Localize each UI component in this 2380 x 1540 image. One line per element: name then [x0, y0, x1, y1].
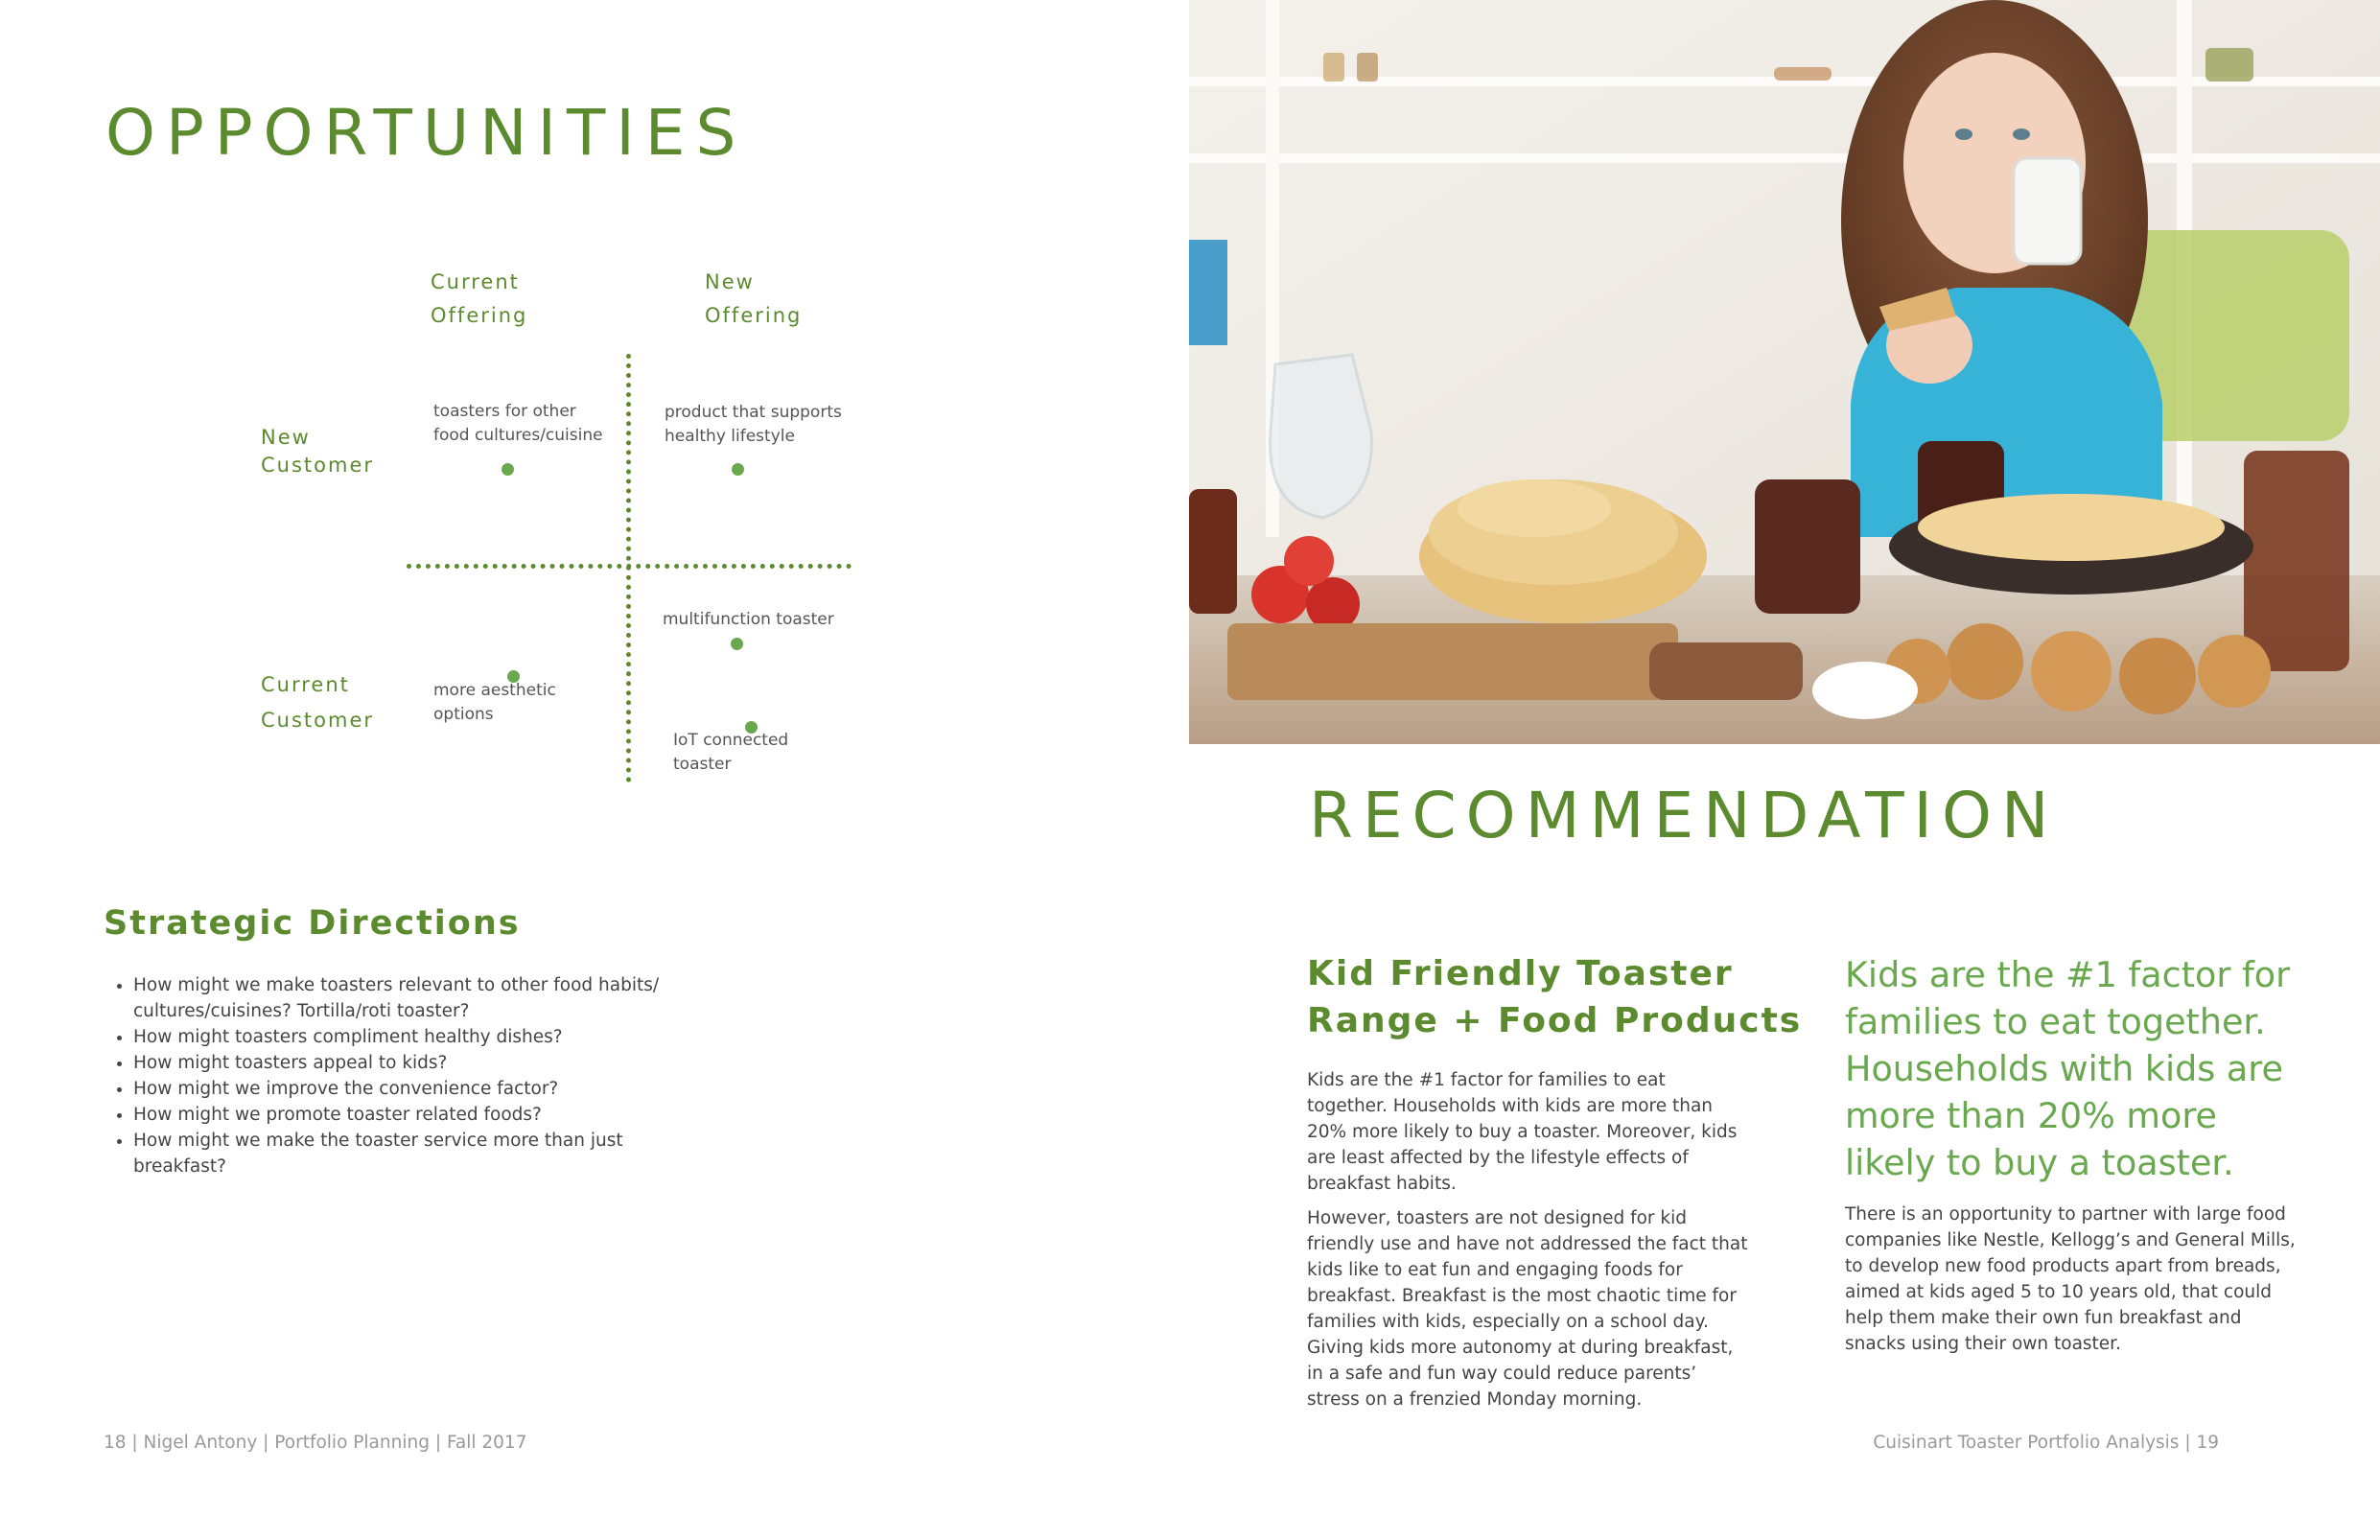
row-label-line: Customer — [261, 709, 375, 732]
recommendation-title: RECOMMENDATION — [1309, 779, 2059, 852]
matrix-dot — [502, 463, 514, 476]
subheading-line: Range + Food Products — [1307, 1001, 1803, 1040]
subheading-line: Kid Friendly Toaster — [1307, 954, 1734, 993]
col-label-line: New — [705, 270, 755, 293]
body-paragraph: However, toasters are not designed for kid friendly use and have not addressed the fact that kids like to eat fun and engaging foods for breakfast. Breakfast is the most chaotic time for families with kids, especially on a school day. Giving kids more autonomy at during breakfast, in a safe and fun way could reduce parents’ stress on a frenzied Monday morning. — [1307, 1208, 1748, 1410]
item-line: more aesthetic — [433, 681, 556, 700]
strategic-directions-list — [104, 972, 709, 1179]
col-label-line: Offering — [705, 304, 803, 327]
item-line: toasters for other — [433, 402, 576, 421]
recommendation-subheading — [1307, 950, 1802, 1044]
matrix-dot — [731, 638, 743, 650]
matrix-col-new-offering — [705, 266, 802, 333]
recommendation-body — [1307, 1067, 1748, 1412]
item-line: healthy lifestyle — [665, 427, 795, 446]
body-paragraph: Kids are the #1 factor for families to eat together. Households with kids are more than 20% more likely to buy a toaster. Moreover, kids are least affected by the lifestyle effects of breakfast habits. — [1307, 1070, 1738, 1194]
item-line: toaster — [673, 755, 732, 774]
left-page-footer: 18 | Nigel Antony | Portfolio Planning | Fall 2017 — [104, 1433, 527, 1453]
list-item: • How might we improve the convenience factor? — [133, 1076, 709, 1102]
col-label-line: Current — [431, 270, 520, 293]
col-label-line: Offering — [431, 304, 528, 327]
list-item: • How might we make toasters relevant to other food habits/ cultures/cuisines? Tortilla/roti toaster? — [133, 972, 709, 1024]
row-label-line: New — [261, 426, 311, 449]
matrix-item-multifunction — [663, 608, 834, 632]
row-label-line: Customer — [261, 454, 375, 477]
matrix-dot — [732, 463, 744, 476]
body-paragraph: There is an opportunity to partner with large food companies like Nestle, Kellogg’s and General Mills, to develop new food products apart from breads, aimed at kids aged 5 to 10 years old, that could help them make their own fun breakfast and snacks using their own toaster. — [1845, 1204, 2296, 1354]
partnership-body — [1845, 1202, 2305, 1357]
matrix-item-iot — [673, 729, 788, 777]
item-line: product that supports — [665, 403, 842, 422]
matrix-item-other-cultures — [433, 400, 603, 448]
list-item: • How might toasters appeal to kids? — [133, 1050, 709, 1076]
matrix-horizontal-divider — [407, 564, 852, 569]
item-line: options — [433, 705, 494, 724]
girl-breakfast-photo — [1189, 0, 2380, 744]
list-item: • How might we make the toaster service more than just breakfast? — [133, 1128, 709, 1179]
item-line: food cultures/cuisine — [433, 426, 603, 445]
matrix-item-healthy-lifestyle — [665, 401, 842, 449]
list-item: • How might toasters compliment healthy dishes? — [133, 1024, 709, 1050]
item-line: multifunction toaster — [663, 610, 834, 629]
matrix-item-aesthetic — [433, 679, 556, 727]
matrix-row-current-customer — [261, 667, 374, 738]
pull-quote: Kids are the #1 factor for families to eat together. Households with kids are more than 20% more likely to buy a toaster. — [1845, 954, 2291, 1183]
matrix-col-current-offering — [431, 266, 527, 333]
row-label-line: Current — [261, 673, 350, 696]
strategic-directions-heading: Strategic Directions — [104, 904, 521, 943]
opportunities-title: OPPORTUNITIES — [105, 96, 747, 170]
list-item: • How might we promote toaster related foods? — [133, 1102, 709, 1128]
matrix-row-new-customer — [261, 424, 374, 479]
item-line: IoT connected — [673, 731, 789, 750]
right-page-footer: Cuisinart Toaster Portfolio Analysis | 19 — [1873, 1433, 2219, 1453]
